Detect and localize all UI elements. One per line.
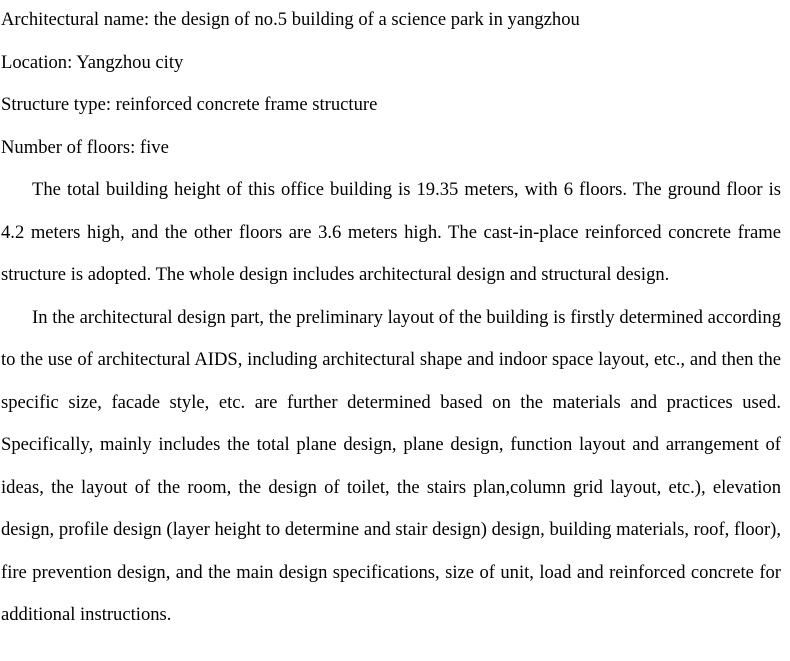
structure-type-line: Structure type: reinforced concrete frame structure [1, 94, 378, 115]
document-body [1, 0, 781, 637]
architectural-name-line: Architectural name: the design of no.5 building of a science park in yangzhou [1, 9, 580, 30]
location-line: Location: Yangzhou city [1, 51, 184, 73]
building-height-paragraph: The total building height of this office building is 19.35 meters, with 6 floors. The ground floor is 4.2 meters high, and the other floors are 3.6 meters high. The cast-in-place reinforced concrete frame structure is adopted. The whole design includes architectural design and structural design. [1, 179, 781, 285]
number-of-floors-line: Number of floors: five [1, 136, 169, 158]
architectural-design-paragraph: In the architectural design part, the preliminary layout of the building is firstly determined according to the use of architectural AIDS, including architectural shape and indoor space layout, etc., and then the specific size, facade style, etc. are further determined based on the materials and practices used. Specifically, mainly includes the total plane design, plane design, function layout and arrangement of ideas, the layout of the room, the design of toilet, the stairs plan,column grid layout, etc.), elevation design, profile design (layer height to determine and stair design) design, building materials, roof, floor), fire prevention design, and the main design specifications, size of unit, load and reinforced concrete for additional instructions. [1, 306, 781, 625]
